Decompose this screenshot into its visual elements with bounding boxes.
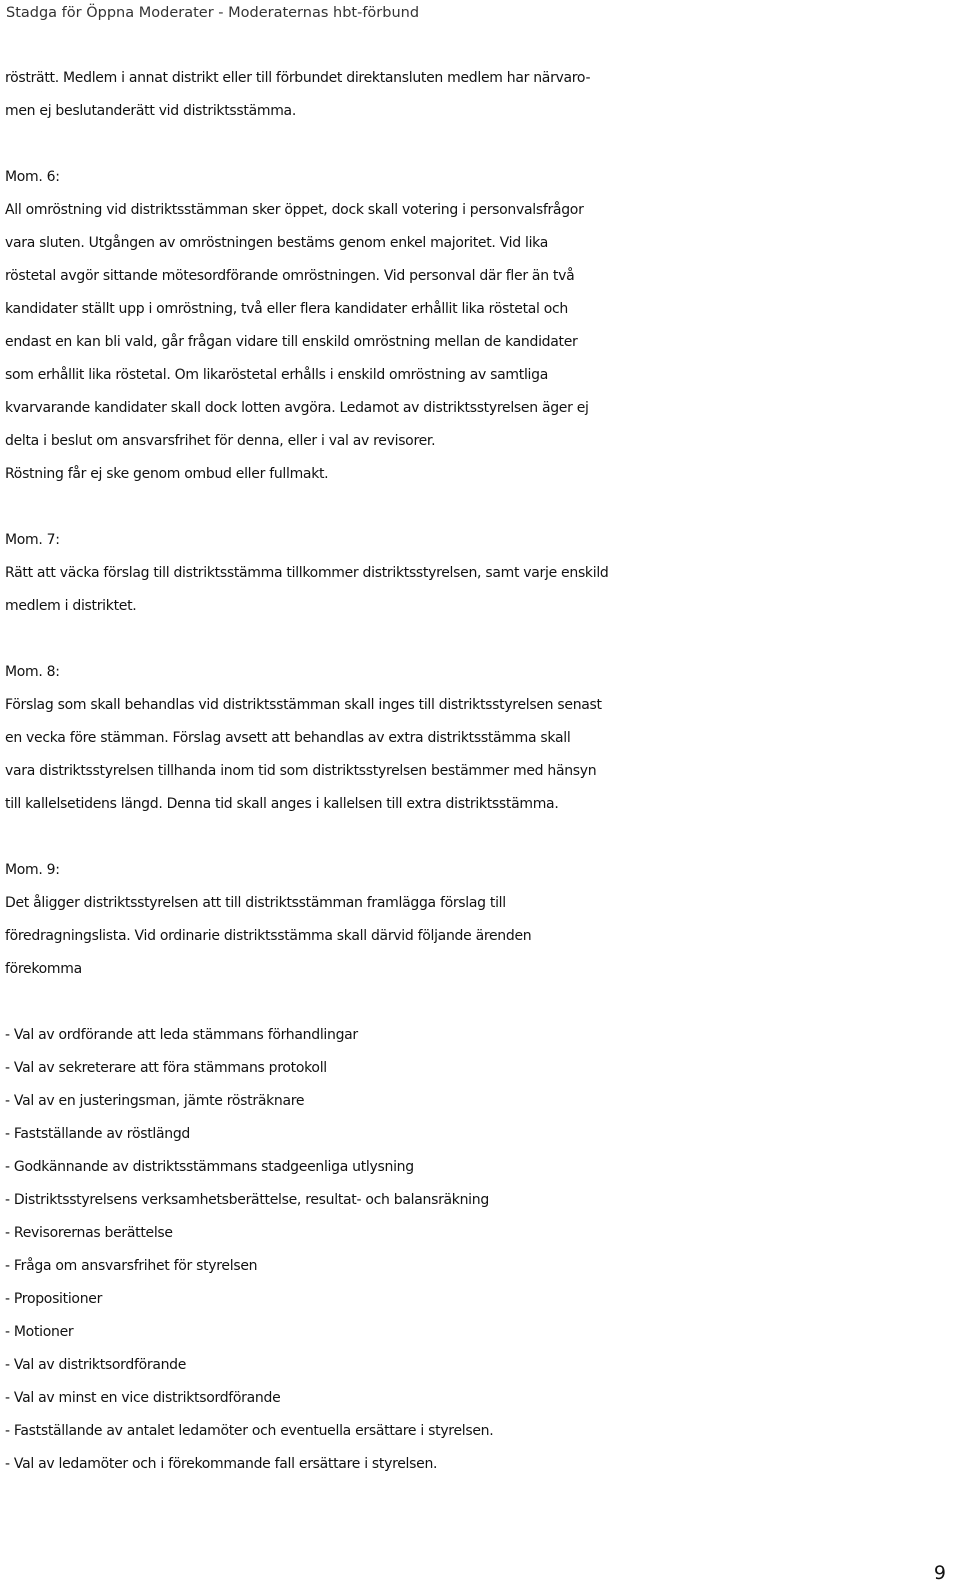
list-item: - Fråga om ansvarsfrihet för styrelsen — [5, 1258, 258, 1274]
list-item: - Val av minst en vice distriktsordförande — [5, 1390, 281, 1406]
text-line: vara sluten. Utgången av omröstningen bestäms genom enkel majoritet. Vid lika — [5, 235, 548, 251]
list-item: - Distriktsstyrelsens verksamhetsberättelse, resultat- och balansräkning — [5, 1192, 489, 1208]
text-line: rösträtt. Medlem i annat distrikt eller till förbundet direktansluten medlem har närvaro- — [5, 70, 591, 86]
section-heading: Mom. 6: — [5, 169, 60, 185]
list-item: - Val av sekreterare att föra stämmans protokoll — [5, 1060, 327, 1076]
text-line: men ej beslutanderätt vid distriktsstämma. — [5, 103, 296, 119]
text-line: till kallelsetidens längd. Denna tid skall anges i kallelsen till extra distriktsstämma. — [5, 796, 559, 812]
list-item: - Val av en justeringsman, jämte rösträknare — [5, 1093, 305, 1109]
section-mom-6 — [5, 161, 955, 491]
text-line: Det åligger distriktsstyrelsen att till distriktsstämman framlägga förslag till — [5, 895, 506, 911]
list-item: - Fastställande av röstlängd — [5, 1126, 191, 1142]
text-line: vara distriktsstyrelsen tillhanda inom tid som distriktsstyrelsen bestämmer med hänsyn — [5, 763, 597, 779]
document-header: Stadga för Öppna Moderater - Moderaternas hbt-förbund — [6, 5, 420, 21]
text-line: förekomma — [5, 961, 82, 977]
list-item: - Revisorernas berättelse — [5, 1225, 173, 1241]
section-heading: Mom. 7: — [5, 532, 60, 548]
text-line: röstetal avgör sittande mötesordförande omröstningen. Vid personval där fler än två — [5, 268, 575, 284]
text-line: Förslag som skall behandlas vid distriktsstämman skall inges till distriktsstyrelsen senast — [5, 697, 602, 713]
text-line: delta i beslut om ansvarsfrihet för denna, eller i val av revisorer. — [5, 433, 436, 449]
list-item: - Godkännande av distriktsstämmans stadgeenliga utlysning — [5, 1159, 414, 1175]
text-line: en vecka före stämman. Förslag avsett att behandlas av extra distriktsstämma skall — [5, 730, 571, 746]
text-line: medlem i distriktet. — [5, 598, 137, 614]
list-item: - Fastställande av antalet ledamöter och eventuella ersättare i styrelsen. — [5, 1423, 494, 1439]
list-item: - Val av ledamöter och i förekommande fall ersättare i styrelsen. — [5, 1456, 438, 1472]
page-number: 9 — [933, 1562, 946, 1584]
list-item: - Val av ordförande att leda stämmans förhandlingar — [5, 1027, 358, 1043]
list-item: - Propositioner — [5, 1291, 103, 1307]
text-line: endast en kan bli vald, går frågan vidare till enskild omröstning mellan de kandidater — [5, 334, 578, 350]
agenda-list — [5, 1019, 955, 1481]
list-item: - Motioner — [5, 1324, 74, 1340]
text-line: föredragningslista. Vid ordinarie distriktsstämma skall därvid följande ärenden — [5, 928, 532, 944]
section-mom-9 — [5, 854, 955, 986]
list-item: - Val av distriktsordförande — [5, 1357, 187, 1373]
text-line: All omröstning vid distriktsstämman sker öppet, dock skall votering i personvalsfrågor — [5, 202, 584, 218]
section-mom-7 — [5, 524, 955, 623]
text-line: Röstning får ej ske genom ombud eller fullmakt. — [5, 466, 329, 482]
section-heading: Mom. 8: — [5, 664, 60, 680]
text-line: som erhållit lika röstetal. Om likaröstetal erhålls i enskild omröstning av samtliga — [5, 367, 548, 383]
section-mom-8 — [5, 656, 955, 821]
section-heading: Mom. 9: — [5, 862, 60, 878]
text-line: Rätt att väcka förslag till distriktsstämma tillkommer distriktsstyrelsen, samt varje enskild — [5, 565, 609, 581]
text-line: kvarvarande kandidater skall dock lotten avgöra. Ledamot av distriktsstyrelsen äger ej — [5, 400, 589, 416]
intro-paragraph — [5, 62, 955, 128]
document-body — [5, 62, 955, 1481]
text-line: kandidater ställt upp i omröstning, två eller flera kandidater erhållit lika röstetal och — [5, 301, 569, 317]
